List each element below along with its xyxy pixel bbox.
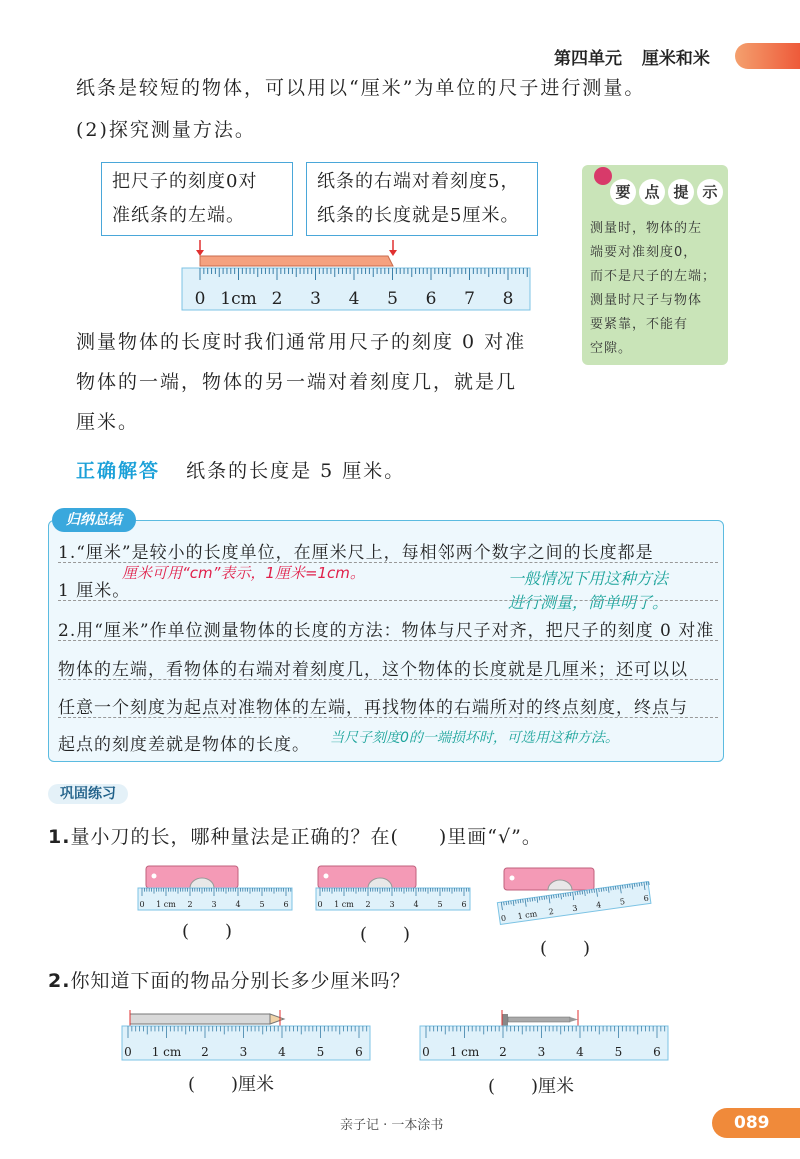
ruler-label: 2	[365, 900, 371, 909]
q1-option-a-figure	[136, 864, 296, 914]
ruler-label: 0	[124, 1045, 132, 1059]
intro-line: 纸条是较短的物体，可以用以“厘米”为单位的尺子进行测量。	[76, 77, 646, 99]
ruler-label: 5	[387, 289, 398, 309]
knife-blade	[318, 866, 416, 888]
correct-answer	[76, 456, 405, 483]
ruler-tick	[542, 896, 543, 900]
box-left-line-1: 把尺子的刻度0对	[112, 171, 258, 192]
ruler-label: 2	[499, 1045, 507, 1059]
ruler-label: 1 cm	[156, 900, 176, 909]
ruler-tick	[599, 888, 600, 892]
q1-option-b-figure	[314, 864, 474, 914]
ruler-tick	[589, 890, 590, 894]
summary-p2-line4: 起点的刻度差就是物体的长度。	[58, 735, 310, 755]
ruler-label: 5	[437, 900, 443, 909]
ruler-label: 4	[348, 289, 360, 309]
left-arrow-head	[196, 250, 204, 256]
rule-paragraph	[76, 322, 526, 442]
ruler-tick	[592, 889, 593, 893]
ruler-label: 4	[413, 900, 419, 909]
ruler-tick	[504, 902, 505, 906]
pencil-body	[130, 1014, 270, 1024]
practice-tag: 巩固练习	[48, 784, 128, 804]
question-2-text: 你知道下面的物品分别长多少厘米吗？	[70, 970, 411, 992]
ruler-label: 7	[464, 289, 475, 309]
ruler-tick	[587, 890, 588, 894]
ruler-tick	[615, 886, 616, 890]
ruler-label: 4	[576, 1045, 584, 1059]
ruler-label: 4	[595, 900, 602, 910]
ruler-label: 1 cm	[151, 1045, 182, 1059]
ruler-tick	[520, 899, 521, 903]
handwritten-note-green-2: 进行测量，简单明了。	[508, 593, 669, 612]
main-ruler-figure	[180, 236, 532, 312]
ruler-tick	[637, 883, 638, 887]
ruler-label: 0	[139, 900, 145, 909]
handwritten-note-green-3: 当尺子刻度0的一端损坏时，可选用这种方法。	[330, 730, 619, 746]
tip-title	[610, 179, 723, 205]
footer-brand: 亲子记 · 一本涂书	[340, 1118, 444, 1133]
ruler-tick	[558, 894, 559, 898]
ruler-tick	[634, 883, 635, 887]
ruler-label: 3	[310, 289, 321, 309]
ruler-label: 3	[239, 1045, 248, 1059]
question-2	[48, 966, 410, 993]
ruler-label: 6	[643, 893, 650, 904]
answer-text: 纸条的长度是 5 厘米。	[186, 460, 406, 482]
ruler-tick	[556, 894, 557, 898]
answer-paren-b[interactable]: ( )	[360, 924, 411, 945]
ruler-tick	[594, 889, 595, 893]
ruler-tick	[606, 887, 607, 891]
rule-line: 物体的一端，物体的另一端对着刻度几，就是几	[76, 371, 518, 393]
ruler-tick	[563, 893, 564, 897]
ruler-tick	[508, 901, 509, 905]
dotted-rule	[58, 640, 718, 641]
ruler-tick	[527, 898, 528, 902]
ruler-tick	[618, 886, 619, 890]
paper-strip	[200, 256, 393, 266]
ruler-tick	[646, 882, 647, 886]
ruler-labels	[195, 289, 514, 309]
tip-line: 而不是尺子的左端；	[590, 269, 717, 284]
question-2-number: 2.	[48, 970, 71, 992]
q1-option-c-figure	[494, 860, 654, 926]
summary-p1-line2: 1 厘米。	[58, 581, 131, 601]
tip-text	[590, 217, 722, 361]
tip-title-char: 提	[668, 179, 694, 205]
nail-shaft	[508, 1017, 570, 1022]
ruler-tick	[530, 898, 531, 902]
nail-tip	[570, 1017, 578, 1022]
step-2-heading: (2)探究测量方法。	[76, 119, 256, 141]
ruler-tick	[630, 884, 631, 888]
tip-line: 测量时，物体的左	[590, 221, 703, 236]
ruler-label: 3	[389, 900, 395, 909]
header-accent-bar	[735, 43, 800, 69]
answer-blank-pencil[interactable]: ( )厘米	[188, 1074, 275, 1095]
ruler-tick	[601, 888, 602, 892]
ruler-tick	[570, 892, 571, 896]
key-points-tip-box	[582, 165, 728, 365]
pencil-tip	[270, 1014, 284, 1024]
right-arrow-head	[389, 250, 397, 256]
dotted-rule	[58, 717, 718, 718]
answer-label: 正确解答	[76, 460, 161, 482]
ruler-tick	[582, 891, 583, 895]
ruler-label: 5	[316, 1045, 325, 1059]
tip-line: 要紧靠，不能有	[590, 317, 689, 332]
ruler-label: 4	[235, 900, 241, 909]
answer-paren-c[interactable]: ( )	[540, 938, 591, 959]
tip-title-char: 示	[697, 179, 723, 205]
question-1-number: 1.	[48, 826, 71, 848]
ruler-label: 2	[271, 289, 283, 309]
ruler-label: 1cm	[220, 289, 257, 309]
nail-head	[502, 1014, 508, 1026]
ruler-tick	[551, 895, 552, 899]
topic-label: 厘米和米	[641, 49, 710, 69]
box-left-line-2: 准纸条的左端。	[112, 205, 245, 226]
ruler-tick	[577, 891, 578, 895]
unit-title	[554, 44, 710, 69]
ruler-label: 4	[278, 1045, 286, 1059]
tip-line: 端要对准刻度0，	[590, 245, 698, 260]
ruler-label: 1 cm	[449, 1045, 480, 1059]
dotted-rule	[58, 600, 718, 601]
unit-label: 第四单元	[554, 49, 622, 69]
ruler-label: 5	[259, 900, 265, 909]
ruler-label: 8	[502, 289, 514, 309]
ruler-tick	[535, 897, 536, 901]
ruler-label: 5	[614, 1045, 623, 1059]
ruler-tick	[532, 898, 533, 902]
knife-hole	[510, 876, 515, 881]
ruler-tick	[604, 888, 605, 892]
summary-p2-line1: 2.用“厘米”作单位测量物体的长度的方法：物体与尺子对齐，把尺子的刻度 0 对准	[58, 621, 715, 641]
ruler-label: 2	[201, 1045, 209, 1059]
ruler-tick	[639, 883, 640, 887]
ruler-label: 2	[547, 906, 555, 917]
ruler-label: 3	[211, 900, 217, 909]
ruler-tick	[623, 885, 624, 889]
ruler-label: 6	[425, 289, 437, 309]
question-1	[48, 822, 542, 849]
ruler-tick	[516, 900, 517, 904]
summary-p2-line2: 物体的左端，看物体的右端对着刻度几，这个物体的长度就是几厘米；还可以以	[58, 660, 688, 680]
instruction-box-left	[101, 162, 293, 236]
question-1-text: 量小刀的长，哪种量法是正确的？在( )里画“√”。	[70, 826, 542, 848]
dotted-rule	[58, 679, 718, 680]
ruler-label: 2	[187, 900, 193, 909]
ruler-label: 1 cm	[334, 900, 354, 909]
rule-line: 厘米。	[76, 411, 140, 433]
tip-title-char: 点	[639, 179, 665, 205]
ruler-tick	[575, 892, 576, 896]
ruler-tick	[580, 891, 581, 895]
q2-pencil-figure	[118, 1008, 374, 1064]
ruler-label: 0	[422, 1045, 430, 1059]
instruction-box-right	[306, 162, 538, 236]
rule-line: 测量物体的长度时我们通常用尺子的刻度 0 对准	[76, 331, 527, 353]
summary-p2-line3: 任意一个刻度为起点对准物体的左端，再找物体的右端所对的终点刻度，终点与	[58, 698, 688, 718]
ruler-label: 1 cm	[516, 909, 538, 921]
answer-blank-nail[interactable]: ( )厘米	[488, 1076, 575, 1097]
summary-p1-line2-wrap	[58, 576, 130, 601]
ruler-label: 0	[317, 900, 323, 909]
q2-nail-figure	[416, 1008, 672, 1064]
tip-line: 空隙。	[590, 341, 633, 356]
ruler-label: 6	[355, 1045, 363, 1059]
ruler-label: 5	[619, 896, 626, 907]
ruler-label: 0	[500, 913, 507, 924]
ruler-tick	[511, 901, 512, 905]
ruler-tick	[544, 896, 545, 900]
ruler-tick	[627, 884, 628, 888]
ruler-tick	[539, 897, 540, 901]
ruler-label: 3	[571, 903, 579, 914]
summary-p1-line1: 1.“厘米”是较小的长度单位，在厘米尺上，每相邻两个数字之间的长度都是	[58, 543, 654, 563]
ruler-tick	[649, 881, 650, 885]
ruler-tick	[613, 886, 614, 890]
page-number: 089	[712, 1108, 800, 1138]
ruler-label: 6	[461, 900, 467, 909]
ruler-tick	[625, 885, 626, 889]
ruler-tick	[642, 882, 643, 886]
ruler-tick	[568, 893, 569, 897]
box-right-line-1: 纸条的右端对着刻度5，	[317, 171, 520, 192]
handwritten-note-red: 厘米可用“cm”表示，1厘米=1cm。	[122, 564, 365, 582]
ruler-label: 6	[283, 900, 289, 909]
box-right-line-2: 纸条的长度就是5厘米。	[317, 205, 520, 226]
ruler-label: 0	[194, 289, 206, 309]
ruler-tick	[565, 893, 566, 897]
ruler-tick	[518, 900, 519, 904]
ruler-tick	[554, 895, 555, 899]
tip-title-char: 要	[610, 179, 636, 205]
ruler-tick	[546, 896, 547, 900]
handwritten-note-green-1: 一般情况下用这种方法	[508, 569, 669, 588]
tip-line: 测量时尺子与物体	[590, 293, 703, 308]
ruler-label: 3	[537, 1045, 546, 1059]
ruler-tick	[506, 901, 507, 905]
ruler-tick	[611, 887, 612, 891]
knife-hole	[324, 874, 329, 879]
answer-paren-a[interactable]: ( )	[182, 921, 233, 942]
summary-tag: 归纳总结	[52, 508, 136, 532]
knife-hole	[152, 874, 157, 879]
ruler-label: 6	[653, 1045, 661, 1059]
ruler-tick	[523, 899, 524, 903]
